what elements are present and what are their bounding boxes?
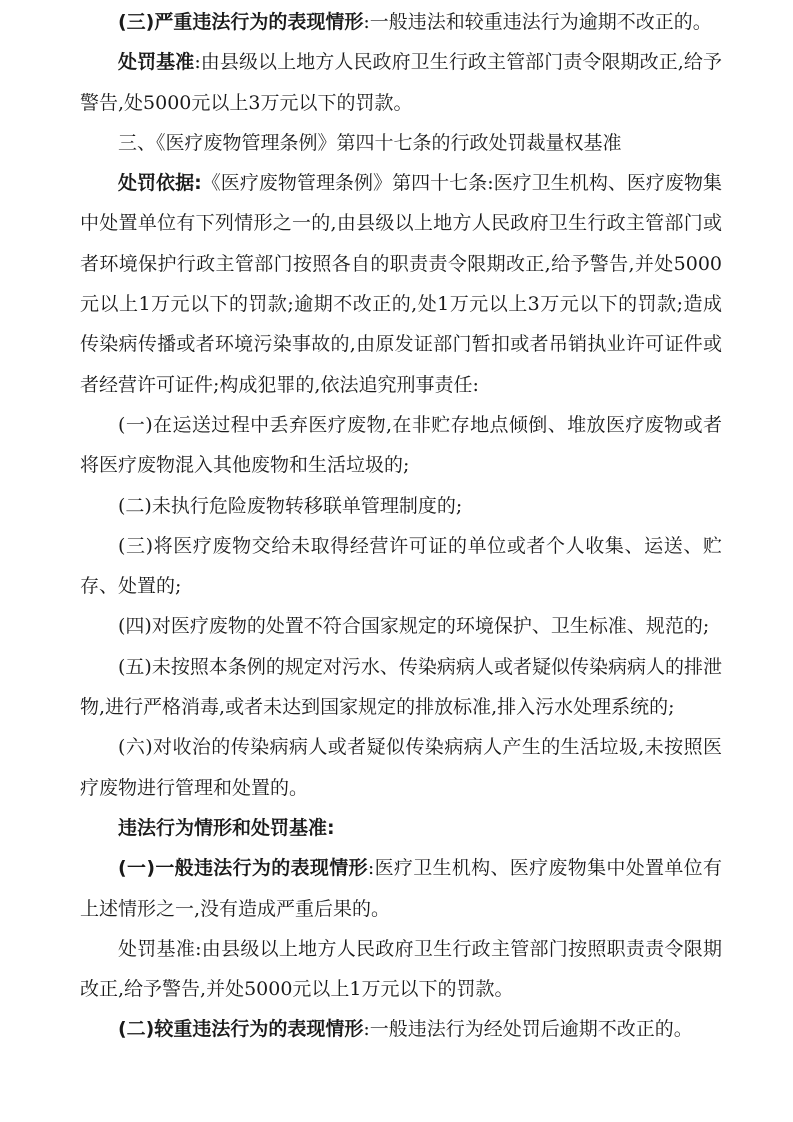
heading-penalty-standard: 处罚基准 [118, 51, 195, 74]
list-item-3 [80, 526, 722, 607]
list-item-5 [80, 647, 722, 728]
paragraph-serious-violation [80, 0, 722, 42]
paragraph-general-penalty-standard [80, 929, 722, 1010]
list-item-text: (三)将医疗废物交给未取得经营许可证的单位或者个人收集、运送、贮存、处置的; [80, 534, 722, 598]
text-penalty-basis: 《医疗废物管理条例》第四十七条:医疗卫生机构、医疗废物集中处置单位有下列情形之一的,由县级以上地方人民政府卫生行政主管部门或者环境保护行政主管部门按照各自的职责责令限期改正,给予警告,并处5000元以上1万元以下的罚款;逾期不改正的,处1万元以上3万元以下的罚款;造成传染病传播或者环境污染事故的,由原发证部门暂扣或者吊销执业许可证件或者经营许可证件;构成犯罪的,依法追究刑事责任: [80, 172, 722, 396]
section-title-article-47 [80, 123, 722, 163]
list-item-1 [80, 405, 722, 486]
heading-moderate-violation: (二)较重违法行为的表现情形 [118, 1018, 364, 1041]
list-item-text: (五)未按照本条例的规定对污水、传染病病人或者疑似传染病病人的排泄物,进行严格消毒,或者未达到国家规定的排放标准,排入污水处理系统的; [80, 655, 722, 719]
text-general-violation: :医疗卫生机构、医疗废物集中处置单位有上述情形之一,没有造成严重后果的。 [80, 857, 722, 920]
text-section-title: 三、《医疗废物管理条例》第四十七条的行政处罚裁量权基准 [118, 131, 622, 154]
document-page [80, 0, 722, 1122]
text-moderate-violation: :一般违法行为经处罚后逾期不改正的。 [363, 1018, 693, 1041]
paragraph-general-violation [80, 848, 722, 929]
heading-serious-violation: (三)严重违法行为的表现情形 [118, 11, 364, 33]
list-item-4 [80, 606, 722, 646]
heading-violation-and-standard [80, 808, 722, 848]
paragraph-moderate-violation [80, 1009, 722, 1049]
list-item-text: (二)未执行危险废物转移联单管理制度的; [118, 494, 463, 517]
text-general-penalty-standard: 处罚基准:由县级以上地方人民政府卫生行政主管部门按照职责责令限期改正,给予警告,并处5000元以上1万元以下的罚款。 [80, 937, 722, 1001]
list-item-2 [80, 486, 722, 526]
paragraph-penalty-basis [80, 163, 722, 405]
heading-penalty-basis: 处罚依据: [118, 172, 202, 195]
text-serious-violation: :一般违法和较重违法行为逾期不改正的。 [363, 11, 712, 33]
heading-general-violation: (一)一般违法行为的表现情形 [118, 857, 368, 880]
text-penalty-standard: :由县级以上地方人民政府卫生行政主管部门责令限期改正,给予警告,处5000元以上3万元以下的罚款。 [80, 51, 722, 114]
paragraph-penalty-standard [80, 42, 722, 123]
list-item-text: (一)在运送过程中丢弃医疗废物,在非贮存地点倾倒、堆放医疗废物或者将医疗废物混入其他废物和生活垃圾的; [80, 413, 722, 477]
heading-violation-and-standard-text: 违法行为情形和处罚基准: [118, 816, 335, 839]
list-item-text: (四)对医疗废物的处置不符合国家规定的环境保护、卫生标准、规范的; [118, 615, 710, 638]
list-item-6 [80, 727, 722, 808]
list-item-text: (六)对收治的传染病病人或者疑似传染病病人产生的生活垃圾,未按照医疗废物进行管理和处置的。 [80, 736, 722, 799]
